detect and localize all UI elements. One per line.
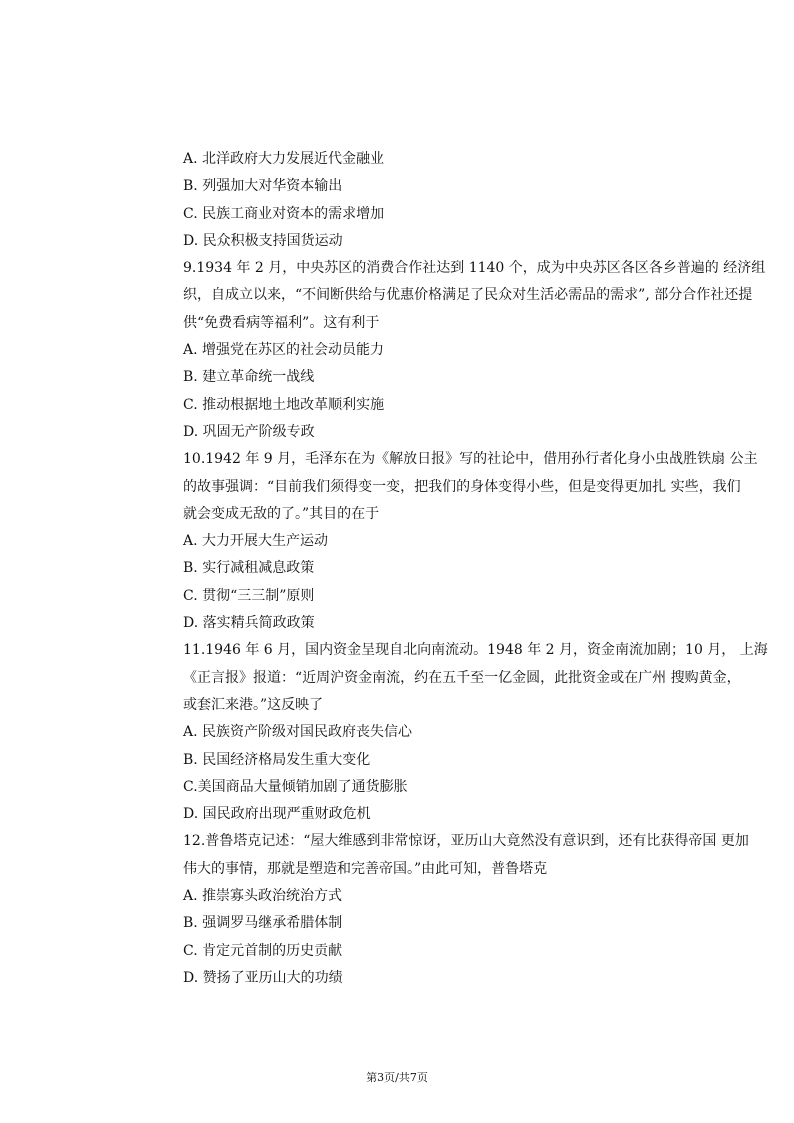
q9-option-b: B. 建立革命统一战线 [183, 369, 315, 386]
question-8-options [183, 146, 753, 255]
q11-option-b: B. 民国经济格局发生重大变化 [183, 751, 371, 768]
q10-stem-line-2: 的故事强调：“目前我们须得变一变，把我们的身体变得小些，但是变得更加扎 实些，我们 [183, 478, 741, 495]
q11-option-d: D. 国民政府出现严重财政危机 [183, 806, 371, 823]
q9-option-d: D. 巩固无产阶级专政 [183, 423, 315, 440]
q8-option-b: B. 列强加大对华资本输出 [183, 178, 343, 195]
q11-option-c: C.美国商品大量倾销加剧了通货膨胀 [183, 778, 408, 795]
page-content [183, 146, 768, 992]
question-10 [183, 446, 758, 637]
q11-stem-line-1: 11.1946 年 6 月，国内资金呈现自北向南流动。1948 年 2 月，资金南流加剧；10 月， 上海 [183, 642, 768, 659]
q11-option-a: A. 民族资产阶级对国民政府丧失信心 [183, 724, 413, 741]
q11-stem-line-2: 《正言报》报道：“近周沪资金南流，约在五千至一亿金圆，此批资金或在广州 搜购黄金， [183, 669, 741, 686]
q10-option-b: B. 实行减租减息政策 [183, 560, 315, 577]
q9-option-a: A. 增强党在苏区的社会动员能力 [183, 342, 385, 359]
q10-option-a: A. 大力开展大生产运动 [183, 533, 329, 550]
q12-stem-line-2: 伟大的事情，那就是塑造和完善帝国。”由此可知，普鲁塔克 [183, 860, 548, 877]
q10-stem-line-3: 就会变成无敌的了。”其目的在于 [183, 505, 380, 522]
q8-option-a: A. 北洋政府大力发展近代金融业 [183, 151, 385, 167]
q12-option-b: B. 强调罗马继承希腊体制 [183, 915, 343, 932]
q8-option-d: D. 民众积极支持国货运动 [183, 232, 343, 249]
q10-option-c: C. 贯彻“三三制”原则 [183, 587, 315, 604]
q9-stem-line-2: 织，自成立以来，“不间断供给与优惠价格满足了民众对生活必需品的需求”, 部分合作社还提 [183, 287, 753, 304]
q12-option-d: D. 赞扬了亚历山大的功绩 [183, 969, 343, 986]
q8-option-c: C. 民族工商业对资本的需求增加 [183, 205, 385, 222]
q11-stem-line-3: 或套汇来港。”这反映了 [183, 696, 324, 713]
q9-option-c: C. 推动根据地土地改革顺利实施 [183, 396, 385, 413]
q10-stem-line-1: 10.1942 年 9 月，毛泽东在为《解放日报》写的社论中，借用孙行者化身小虫战胜铁扇 公主 [183, 451, 758, 468]
q9-stem-line-1: 9.1934 年 2 月，中央苏区的消费合作社达到 1140 个，成为中央苏区各区各乡普遍的 经济组 [183, 260, 766, 277]
q12-option-c: C. 肯定元首制的历史贡献 [183, 942, 343, 959]
q12-stem-line-1: 12.普鲁塔克记述：“屋大维感到非常惊讶，亚历山大竟然没有意识到，还有比获得帝国 更加 [183, 833, 749, 850]
q10-option-d: D. 落实精兵简政政策 [183, 615, 315, 632]
page-number-footer: 第3页/共7页 [366, 1071, 428, 1084]
q9-stem-line-3: 供“免费看病等福利”。这有利于 [183, 314, 380, 331]
question-11 [183, 637, 768, 828]
question-9 [183, 255, 766, 446]
question-12 [183, 828, 753, 992]
q12-option-a: A. 推崇寡头政治统治方式 [183, 888, 343, 905]
